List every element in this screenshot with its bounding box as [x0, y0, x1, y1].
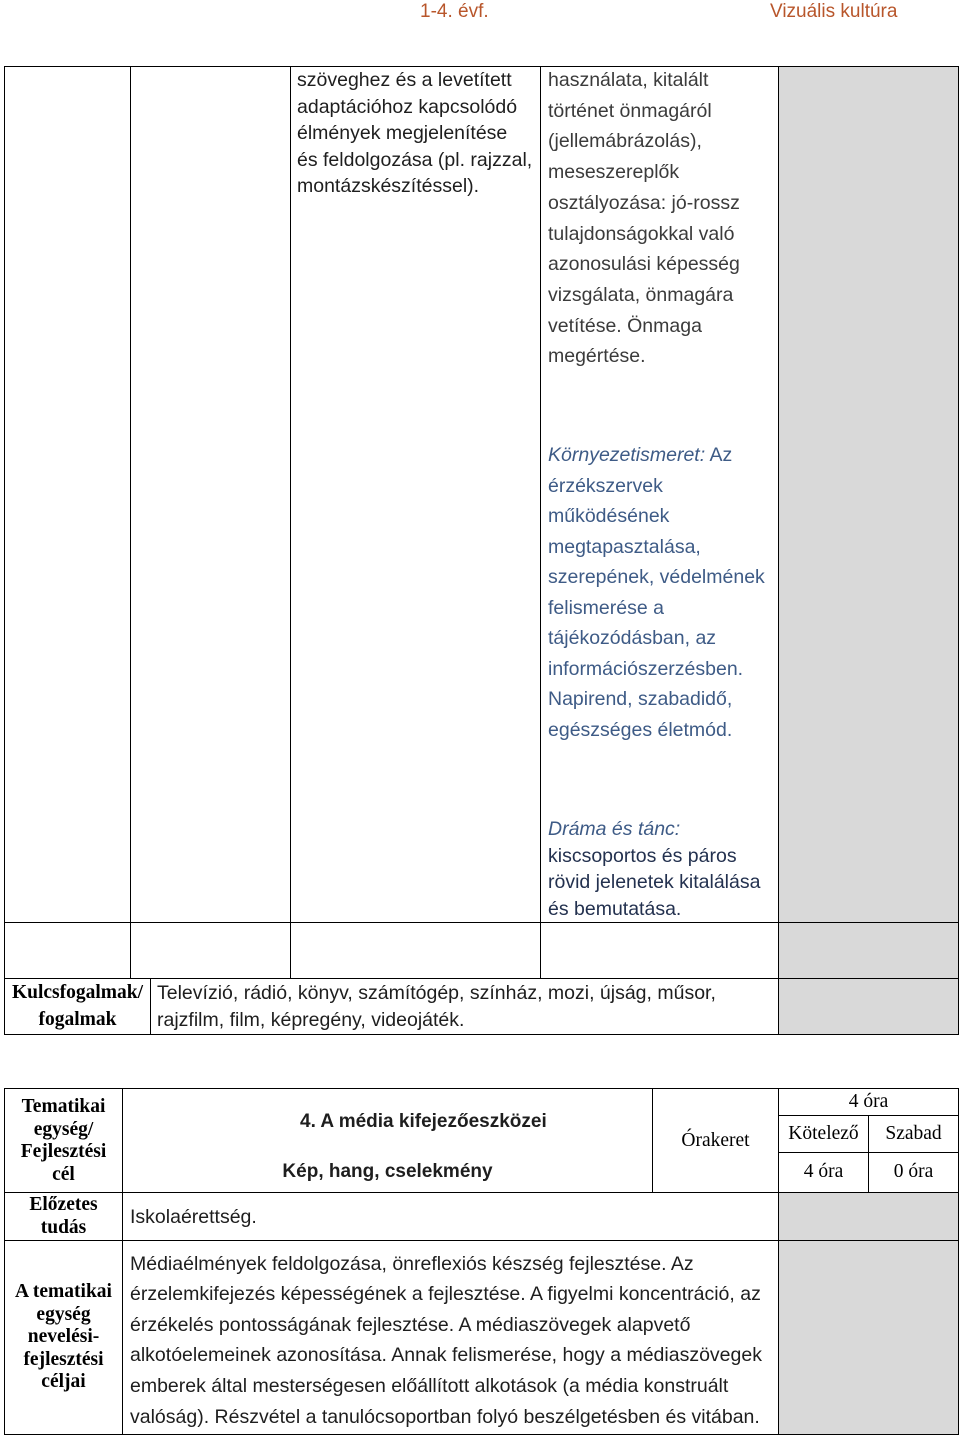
activities-line: adaptációhoz kapcsolódó [297, 95, 518, 118]
activities-line: montázskészítéssel). [297, 175, 480, 197]
environment-line: érzékszervek [548, 474, 663, 497]
table-cell [130, 66, 291, 923]
gray-cell [778, 1240, 959, 1435]
gray-cell [778, 1192, 959, 1241]
label-line: fogalmak [38, 1009, 117, 1030]
ethics-line: megértése. [548, 345, 646, 368]
environment-line: felismerése a [548, 596, 664, 619]
drama-line: és bemutatása. [548, 897, 682, 920]
grade-label: 1-4. évf. [420, 1, 489, 22]
activities-line: és feldolgozása (pl. rajzzal, [297, 148, 533, 171]
label-line: egység [36, 1303, 91, 1325]
label-line: egység/ [33, 1118, 94, 1140]
environment-line [548, 440, 765, 471]
key-concepts-text [157, 980, 716, 1034]
ethics-line: használata, kitalált [548, 69, 709, 91]
activities-line: élmények megjelenítése [297, 122, 508, 144]
hours-label: Órakeret [681, 1130, 750, 1151]
free-hours: 0 óra [893, 1161, 934, 1182]
prior-knowledge-label [4, 1194, 123, 1240]
label-line: Kulcsfogalmak/ [11, 982, 144, 1003]
goals-line: valóság). Részvétel a tanulócsoportban folyó beszélgetésben és vitában. [130, 1405, 760, 1428]
ethics-line: vetítése. Önmaga [548, 314, 702, 337]
label-line: Tematikai [21, 1096, 106, 1117]
environment-line: működésének [548, 505, 670, 527]
subject-label: Vizuális kultúra [770, 1, 898, 22]
goals-line: emberek által mesterségesen előállított alkotások (a média konstruált [130, 1375, 729, 1398]
environment-line: információszerzésben. [548, 657, 744, 680]
goals-line: Médiaélmények feldolgozása, önreflexiós készség fejlesztése. Az [130, 1252, 694, 1275]
unit-title: 4. A média kifejezőeszközei [300, 1111, 547, 1132]
ethics-line: meseszereplők [548, 161, 680, 184]
unit-subtitle: Kép, hang, cselekmény [282, 1161, 493, 1182]
title-label [4, 1096, 123, 1186]
environment-connection-text [548, 440, 765, 745]
drama-line: rövid jelenetek kitalálása [548, 871, 761, 894]
key-concepts-line: Televízió, rádió, könyv, számítógép, színház, mozi, újság, műsor, [157, 981, 716, 1004]
label-line: Előzetes [29, 1194, 98, 1215]
label-line: nevelési- [27, 1326, 100, 1347]
label-line: tudás [40, 1216, 87, 1238]
ethics-line: osztályozása: jó-rossz [548, 191, 740, 214]
label-line: céljai [41, 1371, 86, 1392]
prior-knowledge-text: Iskolaérettség. [130, 1206, 257, 1228]
ethics-line: történet önmagáról [548, 99, 712, 122]
activities-line: szöveghez és a levetített [297, 69, 512, 91]
environment-line: Napirend, szabadidő, [548, 688, 733, 710]
goals-line: érzékelés pontosságának fejlesztése. A médiaszövegek alapvető [130, 1313, 691, 1336]
goals-line: alkotóelemeinek azonosítása. Annak felismerése, hogy a médiaszövegek [130, 1344, 762, 1367]
ethics-line: vizsgálata, önmagára [548, 283, 734, 306]
gray-cell [778, 978, 959, 1035]
table-cell [130, 922, 291, 979]
goals-text [130, 1249, 762, 1433]
table-cell [540, 922, 779, 979]
label-line: A tematikai [15, 1281, 112, 1302]
ethics-line: (jellemábrázolás), [548, 130, 702, 153]
label-line: Fejlesztési [20, 1141, 107, 1163]
table-cell [290, 922, 541, 979]
activities-text [297, 67, 532, 200]
environment-studies-label: Környezetismeret: [548, 444, 706, 466]
label-line: fejlesztési [23, 1348, 104, 1370]
environment-line: egészséges életmód. [548, 718, 733, 741]
environment-line: szerepének, védelmének [548, 566, 765, 588]
label-line: cél [52, 1163, 75, 1185]
ethics-connection-text [548, 65, 740, 372]
mandatory-hours: 4 óra [803, 1161, 844, 1182]
drama-line: kiscsoportos és páros [548, 844, 737, 867]
mandatory-label: Kötelező [788, 1123, 859, 1144]
hours-total: 4 óra [848, 1091, 889, 1112]
drama-connection-text [548, 816, 760, 922]
table-cell [4, 922, 131, 979]
ethics-line: tulajdonságokkal való [548, 222, 735, 245]
gray-cell [778, 66, 959, 923]
environment-line: tájékozódásban, az [548, 627, 717, 649]
key-concepts-label [4, 979, 151, 1033]
ethics-line: azonosulási képesség [548, 253, 740, 276]
environment-text: Az [709, 444, 733, 466]
goals-label [4, 1281, 123, 1394]
gray-cell [778, 922, 959, 979]
goals-line: érzelemkifejezés képességének a fejlesztése. A figyelmi koncentráció, az [130, 1283, 761, 1306]
environment-line: megtapasztalása, [548, 535, 701, 558]
table-cell [4, 66, 131, 923]
key-concepts-line: rajzfilm, film, képregény, videojáték. [157, 1008, 465, 1031]
free-label: Szabad [885, 1123, 942, 1144]
drama-label: Dráma és tánc: [548, 818, 681, 840]
